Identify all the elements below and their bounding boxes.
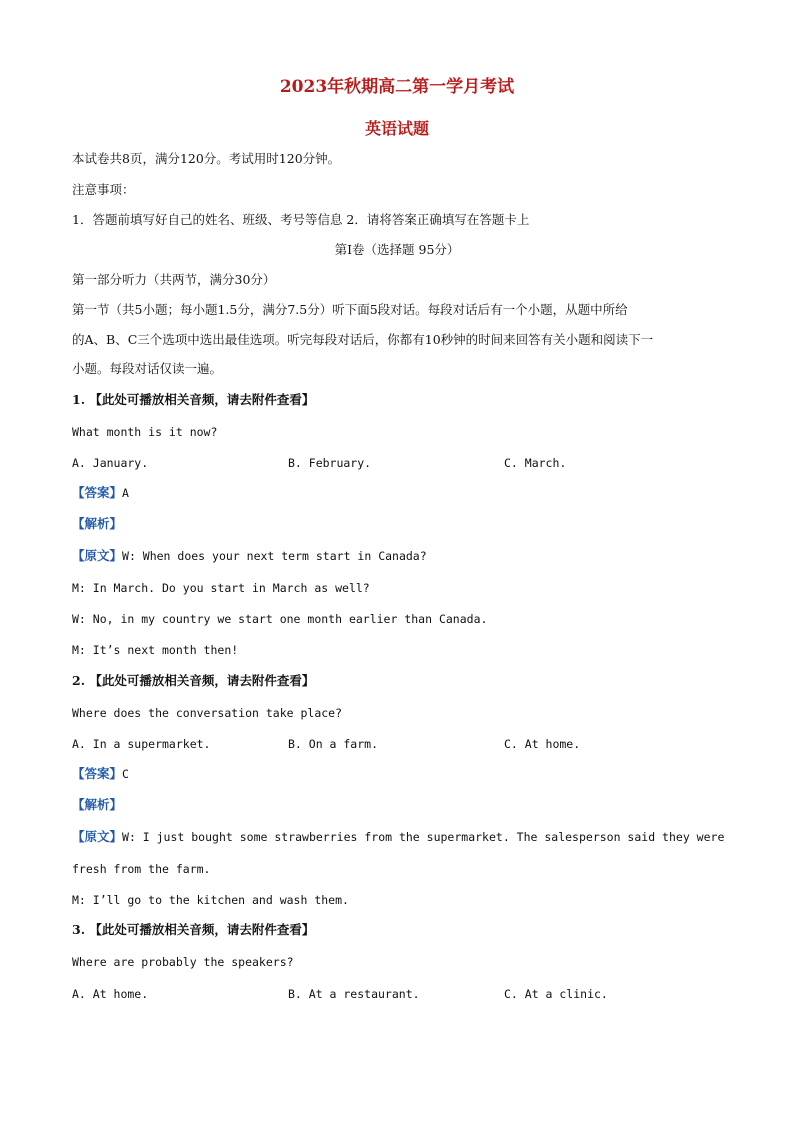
question-1-transcript-line2: M: In March. Do you start in March as well?: [72, 581, 370, 595]
question-3-option-b: B. At a restaurant.: [288, 987, 420, 1001]
section-instructions-line1: 第一节（共5小题；每小题1.5分，满分7.5分）听下面5段对话。每段对话后有一个小题，从题中所给: [72, 302, 628, 317]
question-2-option-a: A. In a supermarket.: [72, 737, 211, 751]
question-1-transcript-line4: M: It’s next month then!: [72, 643, 239, 657]
question-2-answer: [72, 766, 129, 782]
question-1-transcript-line1: [72, 548, 427, 564]
answer-label: 【答案】: [72, 766, 123, 781]
question-1-audio: 1. 【此处可播放相关音频，请去附件查看】: [72, 392, 315, 407]
question-2-audio: 2. 【此处可播放相关音频，请去附件查看】: [72, 673, 315, 688]
question-1-option-a: A. January.: [72, 456, 149, 470]
volume-heading: 第I卷（选择题 95分）: [334, 242, 460, 257]
question-1-transcript-line3: W: No, in my country we start one month earlier than Canada.: [72, 612, 488, 626]
question-3-audio: 3. 【此处可播放相关音频，请去附件查看】: [72, 922, 315, 937]
section-instructions-line2: 的A、B、C三个选项中选出最佳选项。听完每段对话后，你都有10秒钟的时间来回答有关小题和阅读下一: [72, 332, 654, 347]
question-2-analysis-label: 【解析】: [72, 797, 123, 812]
question-2-option-c: C. At home.: [504, 737, 581, 751]
question-2-transcript-line3: M: I’ll go to the kitchen and wash them.: [72, 893, 349, 907]
question-2-transcript-line2: fresh from the farm.: [72, 862, 211, 876]
original-label: 【原文】: [72, 829, 123, 844]
exam-info: 本试卷共8页，满分120分。考试用时120分钟。: [72, 151, 341, 166]
transcript-text: W: When does your next term start in Canada?: [122, 549, 427, 563]
question-2-stem: Where does the conversation take place?: [72, 706, 343, 720]
question-3-stem: Where are probably the speakers?: [72, 955, 294, 969]
part-heading: 第一部分听力（共两节，满分30分）: [72, 272, 276, 287]
answer-value: C: [122, 767, 129, 781]
original-label: 【原文】: [72, 548, 123, 563]
question-2-transcript-line1: [72, 829, 724, 845]
answer-label: 【答案】: [72, 485, 123, 500]
notice-item-1: 1．答题前填写好自己的姓名、班级、考号等信息 2．请将答案正确填写在答题卡上: [72, 212, 530, 227]
question-2-option-b: B. On a farm.: [288, 737, 379, 751]
question-1-answer: [72, 485, 129, 501]
question-1-option-c: C. March.: [504, 456, 567, 470]
question-3-option-a: A. At home.: [72, 987, 149, 1001]
notice-title: 注意事项：: [72, 182, 135, 197]
exam-title: 2023年秋期高二第一学月考试: [279, 77, 515, 97]
transcript-text: W: I just bought some strawberries from the supermarket. The salesperson said they were: [122, 830, 725, 844]
question-1-option-b: B. February.: [288, 456, 372, 470]
exam-subtitle: 英语试题: [364, 119, 429, 138]
answer-value: A: [122, 486, 129, 500]
section-instructions-line3: 小题。每段对话仅读一遍。: [72, 361, 223, 376]
question-1-stem: What month is it now?: [72, 425, 218, 439]
question-1-analysis-label: 【解析】: [72, 516, 123, 531]
question-3-option-c: C. At a clinic.: [504, 987, 608, 1001]
